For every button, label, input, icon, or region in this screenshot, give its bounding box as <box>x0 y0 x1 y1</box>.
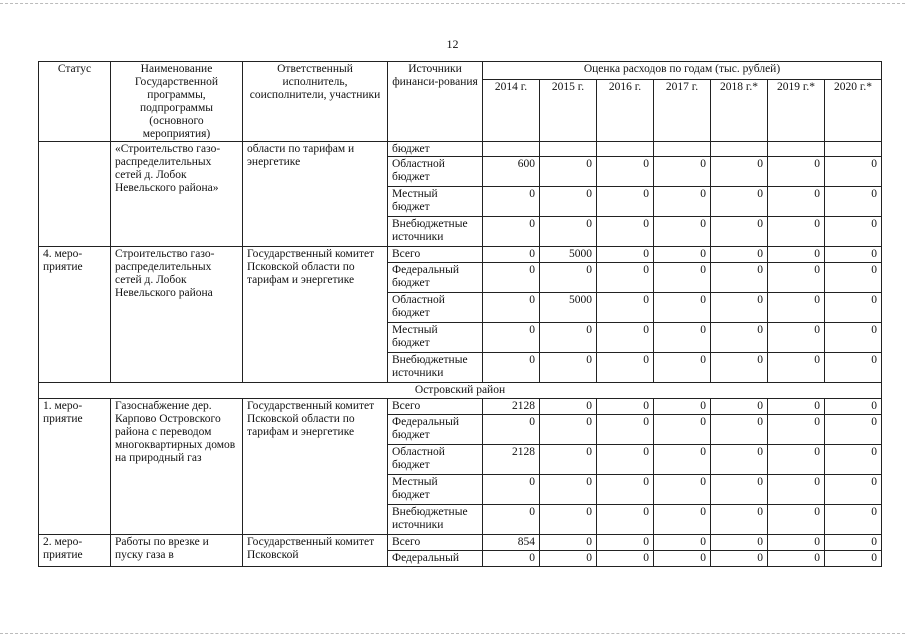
value-cell: 0 <box>825 217 882 247</box>
value-cell: 0 <box>711 475 768 505</box>
value-cell: 0 <box>483 551 540 567</box>
page-number: 12 <box>446 37 459 51</box>
value-cell: 0 <box>540 505 597 535</box>
status-cell: 2. меро-приятие <box>39 535 111 567</box>
value-cell: 0 <box>597 535 654 551</box>
value-cell: 0 <box>768 323 825 353</box>
table-header <box>39 62 882 142</box>
value-cell: 0 <box>825 415 882 445</box>
header-year: 2015 г. <box>540 80 597 142</box>
value-cell: 2128 <box>483 399 540 415</box>
value-cell: 0 <box>540 475 597 505</box>
value-cell: 0 <box>654 157 711 187</box>
value-cell: 0 <box>654 445 711 475</box>
value-cell: 0 <box>711 157 768 187</box>
value-cell: 0 <box>768 217 825 247</box>
source-cell: Всего <box>388 399 483 415</box>
value-cell: 0 <box>825 157 882 187</box>
value-cell: 0 <box>711 445 768 475</box>
value-cell: 0 <box>825 505 882 535</box>
value-cell: 0 <box>483 187 540 217</box>
header-year: 2017 г. <box>654 80 711 142</box>
value-cell: 0 <box>483 247 540 263</box>
value-cell: 0 <box>711 551 768 567</box>
source-cell: Областной бюджет <box>388 445 483 475</box>
value-cell: 0 <box>768 247 825 263</box>
responsible-cell: Государственный комитет Псковской области по тарифам и энергетике <box>243 399 388 535</box>
scan-edge-bottom <box>0 633 905 634</box>
value-cell: 0 <box>825 263 882 293</box>
value-cell: 0 <box>711 353 768 383</box>
scan-edge-top <box>0 3 905 4</box>
value-cell: 0 <box>597 323 654 353</box>
value-cell: 0 <box>711 263 768 293</box>
name-cell: Работы по врезке и пуску газа в <box>111 535 243 567</box>
source-cell: Внебюджетные источники <box>388 353 483 383</box>
value-cell: 0 <box>597 217 654 247</box>
value-cell: 5000 <box>540 293 597 323</box>
table-row <box>39 535 882 551</box>
header-estimate: Оценка расходов по годам (тыс. рублей) <box>483 62 882 80</box>
source-cell: Внебюджетные источники <box>388 217 483 247</box>
value-cell: 0 <box>825 445 882 475</box>
value-cell: 0 <box>654 187 711 217</box>
value-cell: 0 <box>825 323 882 353</box>
value-cell: 0 <box>597 293 654 323</box>
source-cell: Местный бюджет <box>388 187 483 217</box>
value-cell: 0 <box>654 505 711 535</box>
value-cell: 0 <box>768 475 825 505</box>
name-cell: Газоснабжение дер. Карпово Островского района с переводом многоквартирных домов на природный газ <box>111 399 243 535</box>
value-cell: 0 <box>654 475 711 505</box>
value-cell: 0 <box>825 535 882 551</box>
value-cell: 0 <box>711 293 768 323</box>
value-cell <box>768 142 825 157</box>
value-cell: 0 <box>768 263 825 293</box>
source-cell: Всего <box>388 247 483 263</box>
value-cell: 0 <box>768 293 825 323</box>
district-label: Островский район <box>39 383 882 399</box>
value-cell: 0 <box>597 353 654 383</box>
value-cell: 0 <box>768 445 825 475</box>
value-cell: 854 <box>483 535 540 551</box>
source-cell: Местный бюджет <box>388 475 483 505</box>
value-cell: 600 <box>483 157 540 187</box>
value-cell: 0 <box>825 293 882 323</box>
source-cell: Внебюджетные источники <box>388 505 483 535</box>
value-cell: 0 <box>540 187 597 217</box>
source-cell: Областной бюджет <box>388 293 483 323</box>
table-row <box>39 142 882 157</box>
value-cell: 0 <box>711 399 768 415</box>
value-cell: 0 <box>597 415 654 445</box>
value-cell: 0 <box>597 187 654 217</box>
value-cell <box>540 142 597 157</box>
name-cell: «Строительство газо-распределительных сетей д. Лобок Невельского района» <box>111 142 243 247</box>
header-year: 2019 г.* <box>768 80 825 142</box>
value-cell: 0 <box>768 535 825 551</box>
header-status: Статус <box>39 62 111 142</box>
value-cell: 0 <box>654 399 711 415</box>
name-cell: Строительство газо-распределительных сетей д. Лобок Невельского района <box>111 247 243 383</box>
source-cell: Федеральный бюджет <box>388 415 483 445</box>
value-cell: 0 <box>483 505 540 535</box>
value-cell: 0 <box>483 293 540 323</box>
source-cell: Федеральный бюджет <box>388 263 483 293</box>
value-cell: 0 <box>654 353 711 383</box>
value-cell: 0 <box>654 247 711 263</box>
value-cell: 0 <box>483 353 540 383</box>
source-cell: Всего <box>388 535 483 551</box>
value-cell: 0 <box>654 217 711 247</box>
value-cell: 0 <box>768 157 825 187</box>
header-year: 2020 г.* <box>825 80 882 142</box>
value-cell: 0 <box>540 217 597 247</box>
value-cell <box>825 142 882 157</box>
value-cell: 0 <box>768 505 825 535</box>
value-cell: 0 <box>597 475 654 505</box>
value-cell: 5000 <box>540 247 597 263</box>
value-cell: 0 <box>825 187 882 217</box>
value-cell: 0 <box>711 187 768 217</box>
header-year: 2016 г. <box>597 80 654 142</box>
value-cell: 0 <box>825 247 882 263</box>
value-cell: 0 <box>540 399 597 415</box>
value-cell <box>711 142 768 157</box>
header-responsible: Ответственный исполнитель, соисполнители, участники <box>243 62 388 142</box>
header-name: Наименование Государственной программы, подпрограммы (основного мероприятия) <box>111 62 243 142</box>
value-cell: 0 <box>597 399 654 415</box>
value-cell: 0 <box>654 551 711 567</box>
value-cell: 0 <box>540 445 597 475</box>
header-year: 2014 г. <box>483 80 540 142</box>
header-year: 2018 г.* <box>711 80 768 142</box>
value-cell: 0 <box>654 263 711 293</box>
value-cell: 0 <box>654 415 711 445</box>
value-cell: 0 <box>768 187 825 217</box>
value-cell: 0 <box>711 217 768 247</box>
value-cell: 0 <box>597 247 654 263</box>
value-cell: 0 <box>711 535 768 551</box>
value-cell: 0 <box>654 293 711 323</box>
responsible-cell: области по тарифам и энергетике <box>243 142 388 247</box>
source-cell: Областной бюджет <box>388 157 483 187</box>
value-cell: 0 <box>483 217 540 247</box>
value-cell: 0 <box>768 353 825 383</box>
value-cell: 0 <box>540 157 597 187</box>
value-cell: 0 <box>540 415 597 445</box>
value-cell: 0 <box>540 535 597 551</box>
value-cell: 0 <box>711 247 768 263</box>
value-cell: 0 <box>711 415 768 445</box>
value-cell: 0 <box>540 263 597 293</box>
value-cell: 0 <box>483 323 540 353</box>
value-cell <box>483 142 540 157</box>
district-row <box>39 383 882 399</box>
value-cell: 0 <box>597 445 654 475</box>
value-cell: 0 <box>540 353 597 383</box>
value-cell: 0 <box>597 505 654 535</box>
status-cell: 4. меро-приятие <box>39 247 111 383</box>
value-cell: 0 <box>768 399 825 415</box>
source-cell: Федеральный <box>388 551 483 567</box>
value-cell: 0 <box>768 551 825 567</box>
status-cell: 1. меро-приятие <box>39 399 111 535</box>
value-cell: 0 <box>597 157 654 187</box>
responsible-cell: Государственный комитет Псковской области по тарифам и энергетике <box>243 247 388 383</box>
budget-table <box>38 61 882 567</box>
value-cell: 0 <box>825 399 882 415</box>
value-cell: 0 <box>654 535 711 551</box>
table-body <box>39 142 882 567</box>
value-cell: 0 <box>825 475 882 505</box>
table-row <box>39 247 882 263</box>
header-sources: Источники финанси-рования <box>388 62 483 142</box>
value-cell: 0 <box>825 551 882 567</box>
value-cell: 0 <box>483 263 540 293</box>
value-cell: 0 <box>654 323 711 353</box>
source-cell: бюджет <box>388 142 483 157</box>
value-cell: 0 <box>768 415 825 445</box>
table-row <box>39 399 882 415</box>
value-cell: 0 <box>597 263 654 293</box>
value-cell: 0 <box>540 323 597 353</box>
value-cell <box>654 142 711 157</box>
value-cell: 0 <box>483 415 540 445</box>
responsible-cell: Государственный комитет Псковской <box>243 535 388 567</box>
value-cell: 0 <box>483 475 540 505</box>
value-cell: 0 <box>711 505 768 535</box>
value-cell <box>597 142 654 157</box>
source-cell: Местный бюджет <box>388 323 483 353</box>
status-cell <box>39 142 111 247</box>
value-cell: 2128 <box>483 445 540 475</box>
value-cell: 0 <box>711 323 768 353</box>
value-cell: 0 <box>597 551 654 567</box>
value-cell: 0 <box>540 551 597 567</box>
value-cell: 0 <box>825 353 882 383</box>
